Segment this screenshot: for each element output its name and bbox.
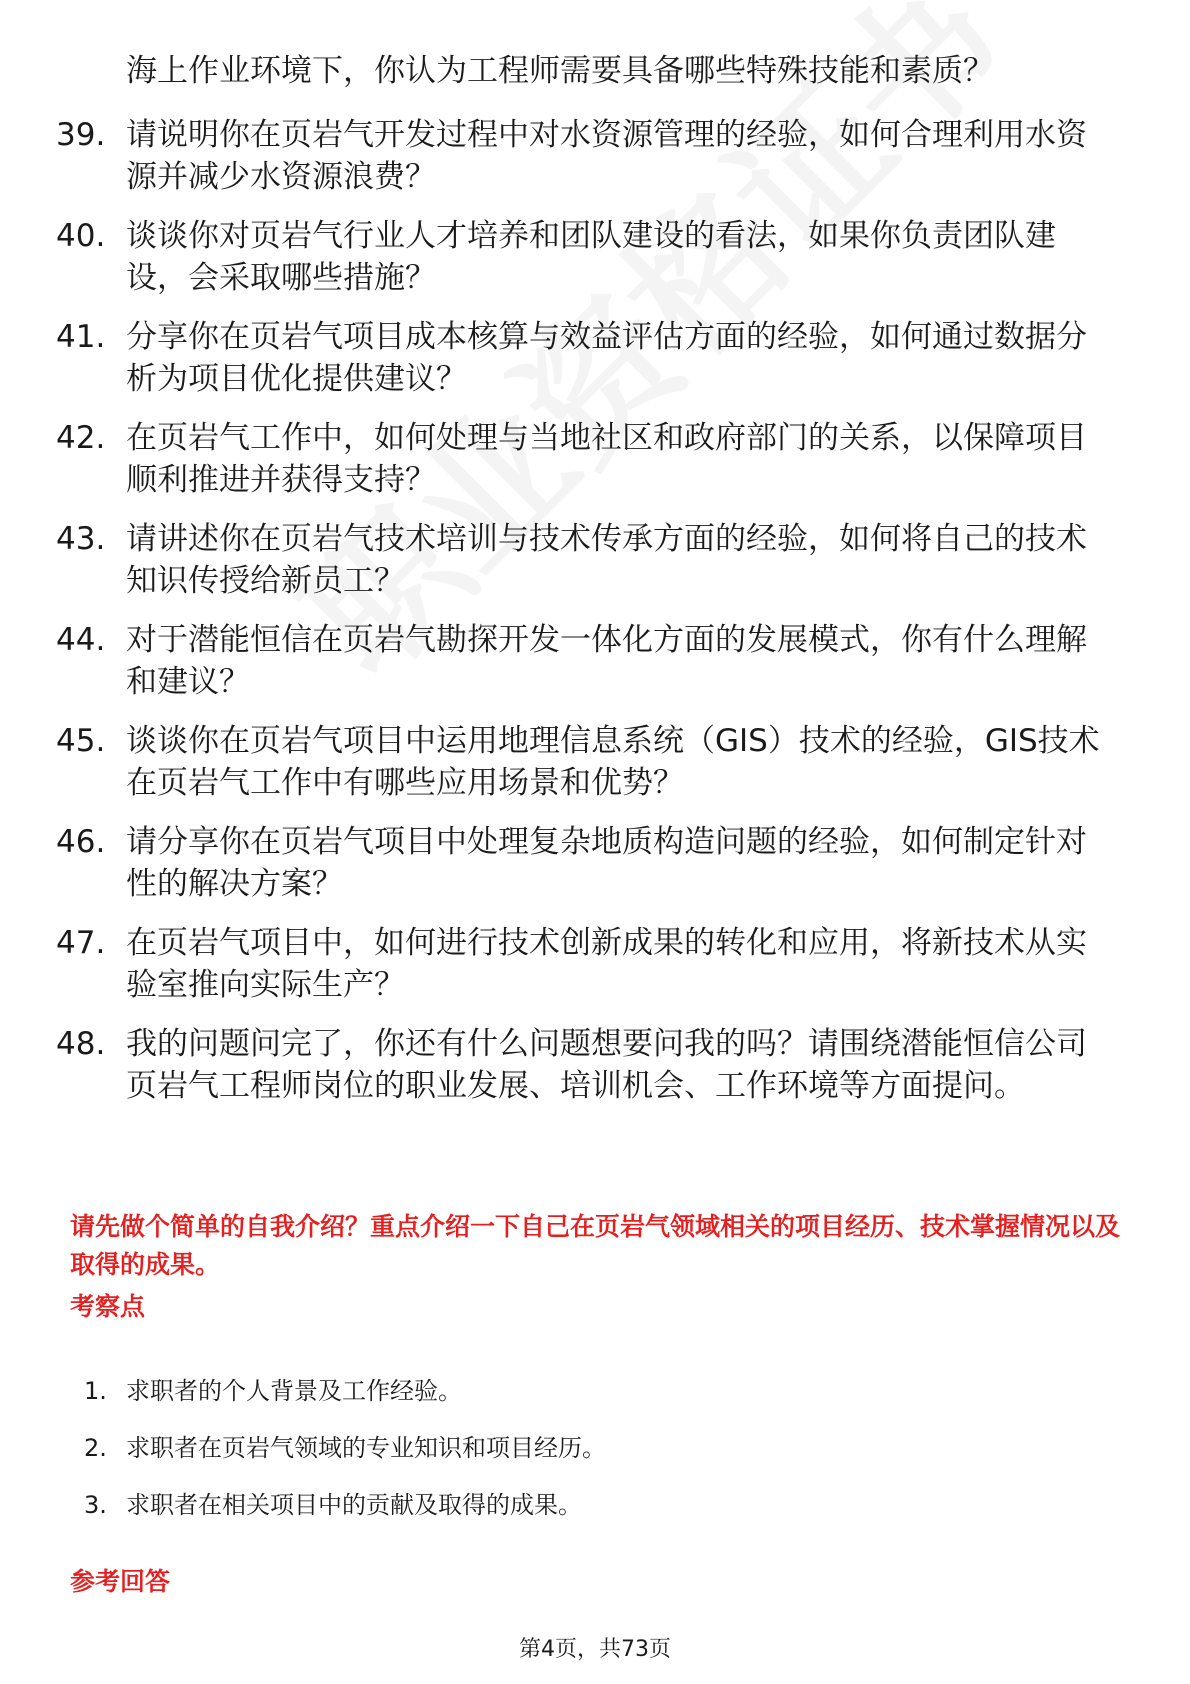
question-item xyxy=(56,114,1106,198)
page-footer: 第4页，共73页 xyxy=(519,1637,671,1662)
examine-point xyxy=(84,1375,606,1407)
question-item xyxy=(56,215,1106,299)
question-item xyxy=(56,1023,1106,1107)
question-text: 在页岩气项目中，如何进行技术创新成果的转化和应用，将新技术从实验室推向实际生产？ xyxy=(126,925,1087,1003)
question-text: 请分享你在页岩气项目中处理复杂地质构造问题的经验，如何制定针对性的解决方案？ xyxy=(126,824,1087,902)
examine-point xyxy=(84,1489,606,1521)
question-number: 44. xyxy=(56,622,106,658)
question-item xyxy=(56,720,1106,804)
question-continuation: 海上作业环境下，你认为工程师需要具备哪些特殊技能和素质？ xyxy=(126,53,994,89)
question-item xyxy=(56,821,1106,905)
point-number: 3. xyxy=(84,1491,107,1519)
question-number: 42. xyxy=(56,420,106,456)
question-text: 在页岩气工作中，如何处理与当地社区和政府部门的关系，以保障项目顺利推进并获得支持？ xyxy=(126,420,1087,498)
section-title-answer: 参考回答 xyxy=(70,1567,171,1596)
question-number: 48. xyxy=(56,1026,106,1062)
question-number: 45. xyxy=(56,723,106,759)
question-item xyxy=(56,417,1106,501)
question-item xyxy=(56,316,1106,400)
question-text: 谈谈你在页岩气项目中运用地理信息系统（GIS）技术的经验，GIS技术在页岩气工作中有哪些应用场景和优势？ xyxy=(126,723,1100,801)
question-item xyxy=(56,518,1106,602)
question-text: 谈谈你对页岩气行业人才培养和团队建设的看法，如果你负责团队建设，会采取哪些措施？ xyxy=(126,218,1056,296)
examine-points-list xyxy=(84,1375,606,1546)
question-item xyxy=(56,619,1106,703)
point-number: 1. xyxy=(84,1377,107,1405)
question-number: 43. xyxy=(56,521,106,557)
point-number: 2. xyxy=(84,1434,107,1462)
question-number: 40. xyxy=(56,218,106,254)
question-text: 请说明你在页岩气开发过程中对水资源管理的经验，如何合理利用水资源并减少水资源浪费？ xyxy=(126,117,1087,195)
question-list xyxy=(56,114,1106,1124)
question-number: 46. xyxy=(56,824,106,860)
question-text: 分享你在页岩气项目成本核算与效益评估方面的经验，如何通过数据分析为项目优化提供建议？ xyxy=(126,319,1087,397)
point-text: 求职者在相关项目中的贡献及取得的成果。 xyxy=(126,1491,582,1519)
question-number: 41. xyxy=(56,319,106,355)
question-text: 请讲述你在页岩气技术培训与技术传承方面的经验，如何将自己的技术知识传授给新员工？ xyxy=(126,521,1087,599)
question-number: 47. xyxy=(56,925,106,961)
question-text: 我的问题问完了，你还有什么问题想要问我的吗？请围绕潜能恒信公司页岩气工程师岗位的职业发展、培训机会、工作环境等方面提问。 xyxy=(126,1026,1087,1104)
point-text: 求职者在页岩气领域的专业知识和项目经历。 xyxy=(126,1434,606,1462)
question-number: 39. xyxy=(56,117,106,153)
question-text: 对于潜能恒信在页岩气勘探开发一体化方面的发展模式，你有什么理解和建议？ xyxy=(126,622,1087,700)
section-title-examine: 考察点 xyxy=(70,1292,146,1321)
question-item xyxy=(56,922,1106,1006)
examine-point xyxy=(84,1432,606,1464)
highlighted-question: 请先做个简单的自我介绍？重点介绍一下自己在页岩气领域相关的项目经历、技术掌握情况以及取得的成果。 xyxy=(70,1212,1121,1279)
point-text: 求职者的个人背景及工作经验。 xyxy=(126,1377,462,1405)
